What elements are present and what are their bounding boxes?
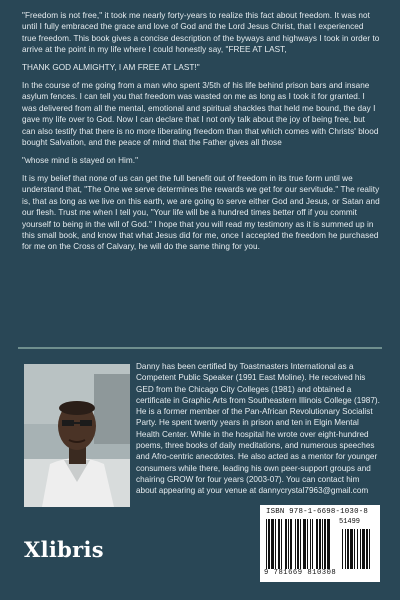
section-divider: [18, 347, 382, 349]
blurb-paragraph: THANK GOD ALMIGHTY, I AM FREE AT LAST!": [22, 63, 200, 73]
blurb-text: [22, 10, 380, 259]
author-bio-text: Danny has been certified by Toastmasters International as a Competent Public Speaker (1991 East Moline). He received his GED from the Chicago City Colleges (1981) and obtained a certificate in Graphic Arts from Southeastern Illinois College (1987). He is a former member of the Pan-African Revolutionary Socialist Party. He spent twenty years in prison and ten in Elgin Mental Health Center. While in the hospital he wrote over eight-hundred poems, three books of daily meditations, and numerous speeches and Afro-centric anecdotes. He also acted as a mentor for younger consumers while there, leading his own peer-support groups and chairing GROW for four years (2003-07). You can contact him about appearing at your venue at dannycrystal7963@gmail.com: [136, 362, 380, 496]
photo-spacer: [22, 361, 136, 506]
isbn-label: ISBN 978-1-6698-1030-8: [266, 508, 368, 516]
isbn-barcode: [260, 505, 380, 582]
blurb-paragraph: In the course of me going from a man who spent 3/5th of his life behind prison bars and insane asylum fences. I can tell you that freedom was wasted on me as long as I took it for granted. I was delivered from all the mental, emotional and spiritual shackles that held me bound, the day I gave my life over to God. Now I can declare that I not only talk about the joy of being free, but can also testify that there is no more liberating freedom than that which comes with Christs' blood bought Salvation, and the peace of mind that the Father gives all those: [22, 81, 379, 148]
blurb-paragraph: "whose mind is stayed on Him.": [22, 155, 139, 165]
author-bio: [22, 361, 380, 506]
barcode-addon-digits: 51499: [339, 518, 361, 526]
blurb-paragraph: It is my belief that none of us can get the full benefit out of freedom in its true form until we understand that, "The One we serve determines the rewards we get for our servitude." The reality is, that as long as we live on this earth, we are going to serve either God and Jesus, or Satan and our flesh. Trust me when I tell you, "Your life will be a hundred times better off if you commit yourself to being in the will of God." I hope that you will read my testimony as it is summed up in this small book, and know that what Jesus did for me, once I accepted the freedom he purchased for me on the Cross of Calvary, he will do the same thing for you.: [22, 173, 380, 252]
blurb-paragraph: "Freedom is not free," it took me nearly forty-years to realize this fact about freedom. It was not until I fully embraced the grace and love of God and the Lord Jesus Christ, that I experienced true freedom. This book gives a concise description of the byways and highways I took in order to arrive at the point in my life where I could honestly say, "FREE AT LAST,: [22, 11, 380, 55]
publisher-logo: Xlibris: [24, 537, 104, 562]
barcode-digits: 9 781669 810308: [264, 569, 337, 577]
barcode-bars: [266, 519, 370, 569]
